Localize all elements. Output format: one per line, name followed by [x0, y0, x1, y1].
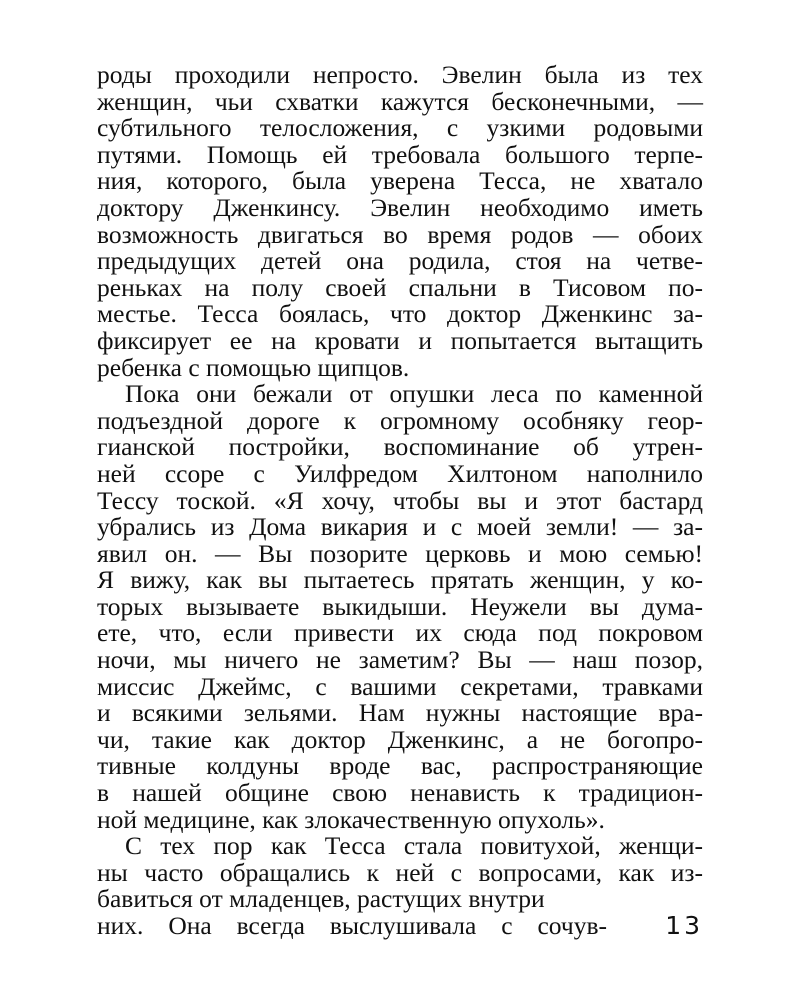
text-line: ния, которого, была уверена Тесса, не хватало: [97, 166, 703, 196]
text-line: ной медицине, как злокачественную опухоль».: [97, 804, 605, 834]
text-line: ночи, мы ничего не заметим? Вы — наш позор,: [97, 645, 703, 675]
text-line: путями. Помощь ей требовала большого терпе-: [97, 139, 703, 169]
text-line: ней ссоре с Уилфредом Хилтоном наполнило: [97, 458, 703, 488]
book-page: [97, 62, 703, 940]
text-line: реньках на полу своей спальни в Тисовом по-: [97, 272, 703, 302]
text-line: в нашей общине свою ненависть к традицион-: [97, 778, 703, 808]
final-line-row: [97, 913, 703, 940]
text-line: Тессу тоской. «Я хочу, чтобы вы и этот бастард: [97, 485, 703, 515]
text-line: возможность двигаться во время родов — обоих: [97, 219, 703, 249]
text-line: предыдущих детей она родила, стоя на четве-: [97, 246, 703, 276]
text-line: фиксирует ее на кровати и попытается вытащить: [97, 325, 703, 355]
text-line-final: них. Она всегда выслушивала с сочув-: [97, 911, 607, 940]
text-line: чи, такие как доктор Дженкинс, а не богопро-: [97, 724, 703, 754]
text-line: бавиться от младенцев, растущих внутри: [97, 884, 545, 914]
text-line: Пока они бежали от опушки леса по каменной: [125, 379, 703, 409]
page-body-text: [97, 62, 703, 913]
text-line: женщин, чьи схватки кажутся бесконечными, —: [97, 86, 703, 116]
text-line: ете, что, если привести их сюда под покровом: [97, 618, 703, 648]
text-line: миссис Джеймс, с вашими секретами, травками: [97, 671, 703, 701]
text-line: субтильного телосложения, с узкими родовыми: [97, 113, 703, 143]
text-line: доктору Дженкинсу. Эвелин необходимо иметь: [97, 192, 703, 222]
text-line: роды проходили непросто. Эвелин была из тех: [97, 60, 703, 89]
text-line: тивные колдуны вроде вас, распространяющие: [97, 751, 703, 781]
text-line: явил он. — Вы позорите церковь и мою семью!: [97, 538, 703, 568]
text-line: С тех пор как Тесса стала повитухой, женщи-: [125, 831, 703, 861]
text-line: ны часто обращались к ней с вопросами, как из-: [97, 857, 703, 887]
text-line: Я вижу, как вы пытаетесь прятать женщин, у ко-: [97, 565, 703, 595]
text-line: и всякими зельями. Нам нужны настоящие вра-: [97, 698, 703, 728]
text-line: местье. Тесса боялась, что доктор Дженкинс за-: [97, 299, 703, 329]
page-number: 13: [665, 911, 703, 940]
text-line: ребенка с помощью щипцов.: [97, 352, 410, 382]
text-line: гианской постройки, воспоминание об утрен-: [97, 432, 703, 462]
text-line: торых вызываете выкидыши. Неужели вы дума-: [97, 591, 703, 621]
text-line: убрались из Дома викария и с моей земли! — за-: [97, 512, 703, 542]
text-line: подъездной дороге к огромному особняку геор-: [97, 405, 703, 435]
